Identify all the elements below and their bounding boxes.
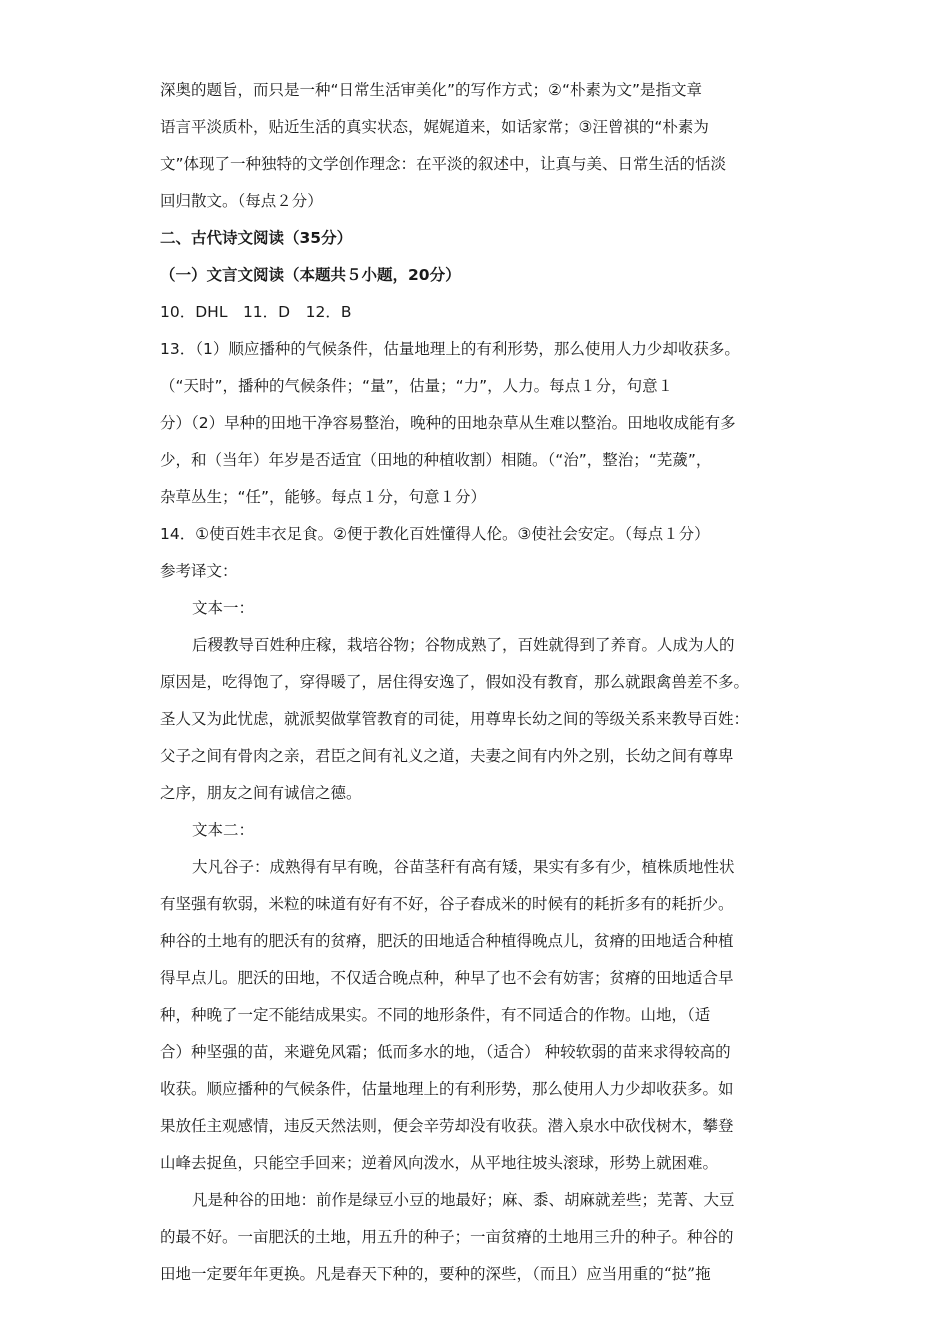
text-line: 山峰去捉鱼，只能空手回来；逆着风向泼水，从平地往坡头滚球，形势上就困难。	[160, 1154, 719, 1172]
text-line: 果放任主观感情，违反天然法则，便会辛劳却没有收获。潜入泉水中砍伐树木，攀登	[160, 1117, 734, 1135]
document-page	[160, 72, 788, 1293]
answers-10-12: 10．DHL 11．D 12．B	[160, 303, 352, 321]
text-line: 种，种晚了一定不能结成果实。不同的地形条件，有不同适合的作物。山地，（适	[160, 1006, 711, 1024]
answer-9-continuation	[160, 72, 788, 220]
answer-14: 14．①使百姓丰衣足食。②便于教化百姓懂得人伦。③使社会安定。（每点１分）	[160, 525, 710, 543]
section-2-title: 二、古代诗文阅读（35分）	[160, 229, 353, 247]
text-line: 种谷的土地有的肥沃有的贫瘠，肥沃的田地适合种植得晚点儿，贫瘠的田地适合种植	[160, 932, 734, 950]
text-line: 之序，朋友之间有诚信之德。	[160, 784, 362, 802]
text-line: 杂草丛生；“任”，能够。每点１分，句意１分）	[160, 488, 487, 506]
text-line: 后稷教导百姓种庄稼，栽培谷物；谷物成熟了，百姓就得到了养育。人成为人的	[192, 636, 735, 654]
reference-translation-title: 参考译文：	[160, 562, 238, 580]
text-line: 大凡谷子：成熟得有早有晚，谷苗茎秆有高有矮，果实有多有少，植株质地性状	[192, 858, 735, 876]
subsection-1-title: （一）文言文阅读（本题共５小题，20分）	[160, 266, 461, 284]
text-line: 分）（2）早种的田地干净容易整治，晚种的田地杂草从生难以整治。田地收成能有多	[160, 414, 736, 432]
text-line: 凡是种谷的田地：前作是绿豆小豆的地最好；麻、黍、胡麻就差些；芜菁、大豆	[192, 1191, 735, 1209]
text-line: 回归散文。（每点２分）	[160, 192, 323, 210]
text-2-translation	[160, 812, 788, 1293]
text-line: 深奥的题旨，而只是一种“日常生活审美化”的写作方式；②“朴素为文”是指文章	[160, 81, 703, 99]
text-line: 圣人又为此忧虑，就派契做掌管教育的司徒，用尊卑长幼之间的等级关系来教导百姓：	[160, 710, 750, 728]
text-line: 语言平淡质朴，贴近生活的真实状态，娓娓道来，如话家常；③汪曾祺的“朴素为	[160, 118, 709, 136]
text-line: 少，和（当年）年岁是否适宜（田地的种植收割）相随。（“治”，整治；“芜薉”，	[160, 451, 712, 469]
text-line: 合）种坚强的苗，来避免风霜；低而多水的地，（适合） 种较软弱的苗来求得较高的	[160, 1043, 731, 1061]
text-line: 原因是，吃得饱了，穿得暖了，居住得安逸了，假如没有教育，那么就跟禽兽差不多。	[160, 673, 750, 691]
answer-13	[160, 331, 788, 516]
text-line: 父子之间有骨肉之亲，君臣之间有礼义之道，夫妻之间有内外之别，长幼之间有尊卑	[160, 747, 734, 765]
text-line: 有坚强有软弱，米粒的味道有好有不好，谷子舂成米的时候有的耗折多有的耗折少。	[160, 895, 734, 913]
text-line: 田地一定要年年更换。凡是春天下种的，要种的深些，（而且）应当用重的“挞”拖	[160, 1265, 711, 1283]
text-line: （“天时”，播种的气候条件；“量”，估量；“力”，人力。每点１分，句意１	[160, 377, 674, 395]
text-1-heading: 文本一：	[192, 599, 255, 617]
text-1-translation	[160, 590, 788, 812]
text-line: 的最不好。一亩肥沃的土地，用五升的种子；一亩贫瘠的土地用三升的种子。种谷的	[160, 1228, 734, 1246]
text-line: 收获。顺应播种的气候条件，估量地理上的有利形势，那么使用人力少却收获多。如	[160, 1080, 734, 1098]
text-line: 得早点儿。肥沃的田地，不仅适合晚点种，种早了也不会有妨害；贫瘠的田地适合早	[160, 969, 734, 987]
text-2-heading: 文本二：	[192, 821, 255, 839]
text-line: 13．（1）顺应播种的气候条件，估量地理上的有利形势，那么使用人力少却收获多。	[160, 340, 740, 358]
text-line: 文”体现了一种独特的文学创作理念：在平淡的叙述中，让真与美、日常生活的恬淡	[160, 155, 727, 173]
